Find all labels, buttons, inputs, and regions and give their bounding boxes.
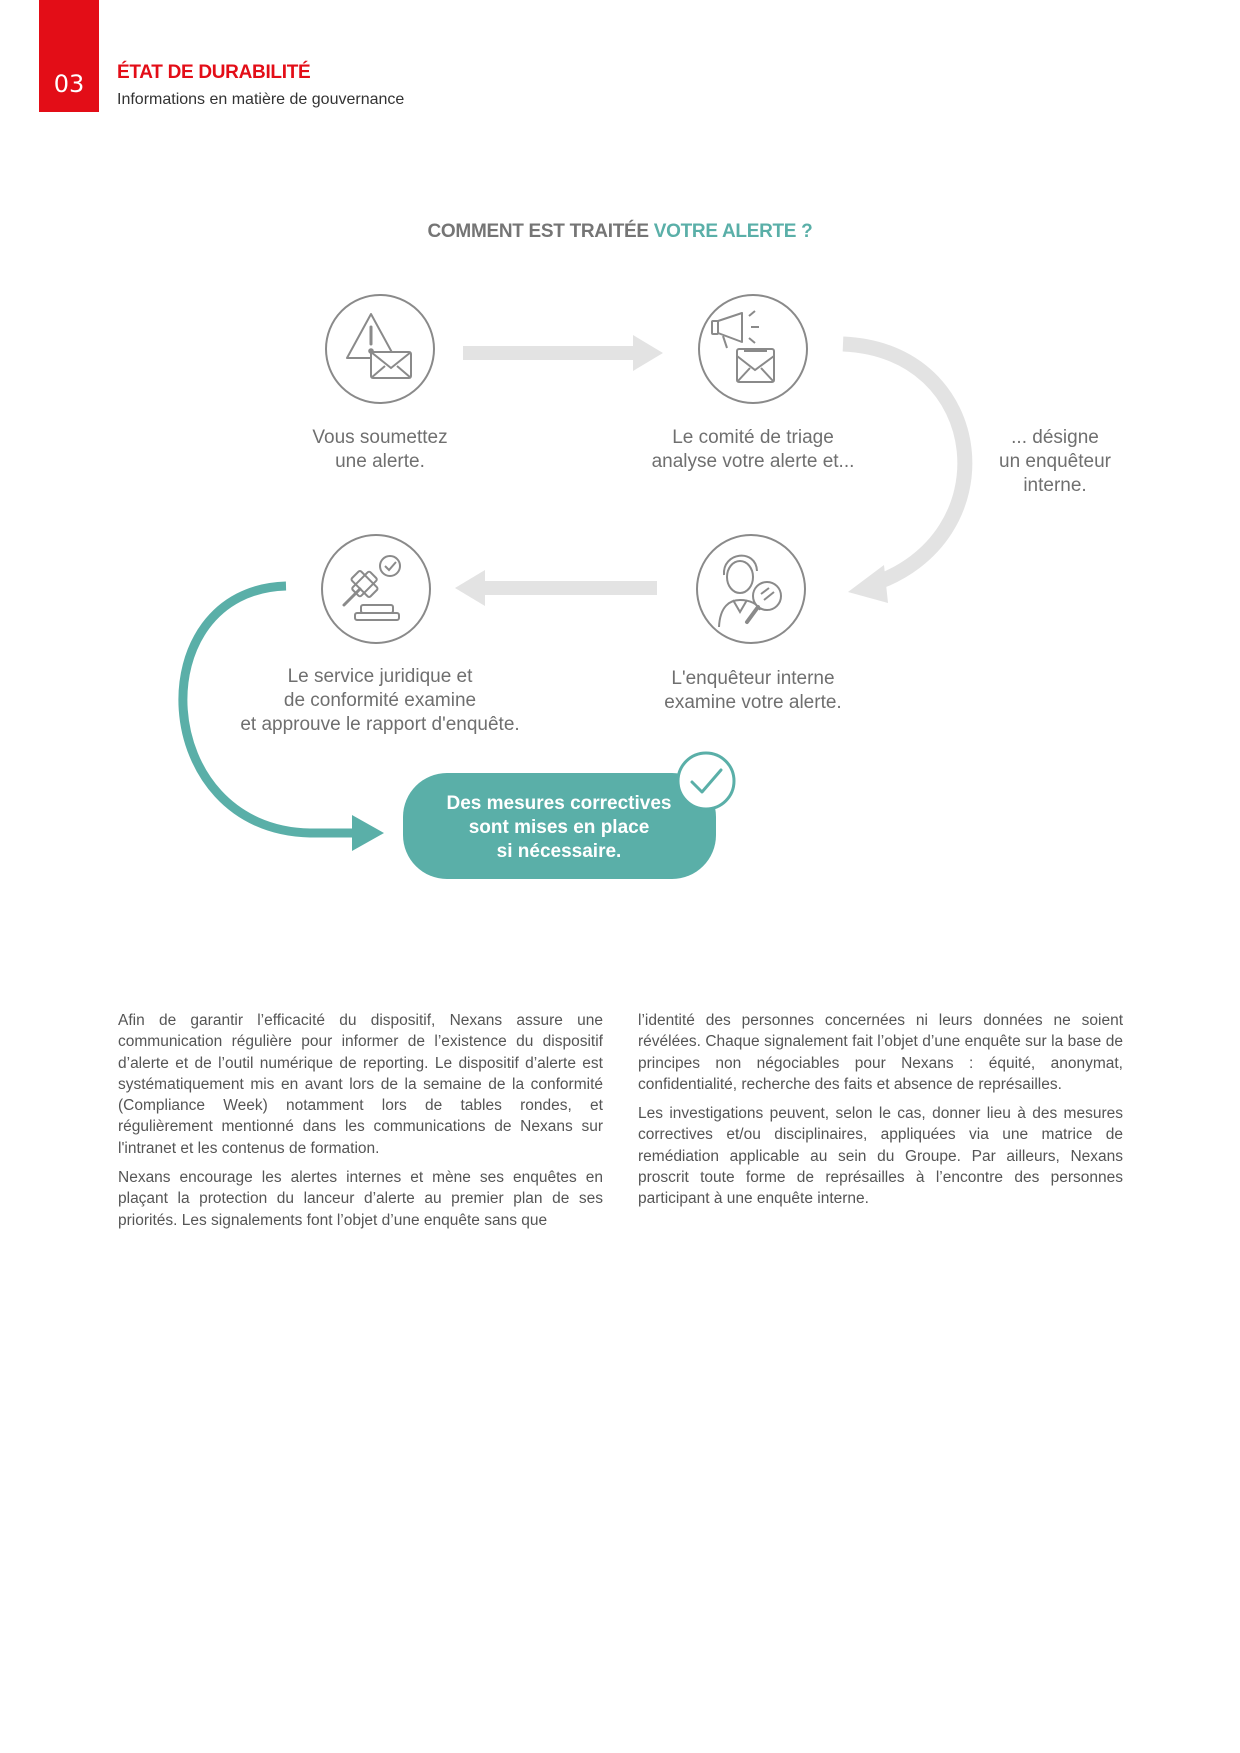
- body-column-left: [118, 1010, 603, 1239]
- section-title: ÉTAT DE DURABILITÉ: [117, 62, 311, 83]
- step-2-caption: Le comité de triage analyse votre alerte et...: [651, 427, 855, 472]
- flow-title-plain: COMMENT EST TRAITÉE: [427, 221, 654, 242]
- investigator-magnifier-icon: [697, 535, 805, 643]
- section-subtitle: Informations en matière de gouvernance: [117, 91, 405, 108]
- arrow-step1-to-step2: [463, 335, 663, 371]
- paragraph: Les investigations peuvent, selon le cas, donner lieu à des mesures correctives et/ou disciplinaires, appliquées via une matrice de remédiation applicable au sein du Groupe. Par ailleurs, Nexans proscrit toute forme de représailles à l’encontre des personnes participant à une enquête interne.: [638, 1105, 1123, 1208]
- paragraph: l’identité des personnes concernées ni leurs données ne soient révélées. Chaque signalement fait l’objet d’une enquête sur la base de principes non négociables pour Nexans : équité, anonymat, confidentialité, recherche des faits et absence de représailles.: [638, 1012, 1123, 1093]
- paragraph: Afin de garantir l’efficacité du dispositif, Nexans assure une communication régulière pour informer de l’existence du dispositif d’alerte et de l’outil numérique de reporting. Le dispositif d’alerte est systématiquement mis en avant lors de la semaine de la conformité (Compliance Week) notamment lors de tables rondes, et régulièrement mentionné dans les communications de Nexans sur l'intranet et les contenus de formation.: [118, 1012, 603, 1157]
- step-1-caption: Vous soumettez une alerte.: [312, 427, 448, 472]
- arrow-step4-to-step5: [455, 570, 657, 606]
- megaphone-mail-icon: [699, 295, 807, 403]
- step-5-caption: Le service juridique et de conformité examine et approuve le rapport d'enquête.: [240, 666, 520, 735]
- warning-mail-icon: [326, 295, 434, 403]
- flow-title-accent: VOTRE ALERTE ?: [653, 221, 813, 242]
- step-4-caption: L'enquêteur interne examine votre alerte.: [664, 668, 842, 713]
- step-3-caption: ... désigne un enquêteur interne.: [999, 427, 1111, 496]
- page-number-badge: 03: [39, 0, 99, 112]
- outcome-text: Des mesures correctives sont mises en place si nécessaire.: [446, 793, 672, 862]
- paragraph: Nexans encourage les alertes internes et mène ses enquêtes en plaçant la protection du lanceur d’alerte au premier plan de ses priorités. Les signalements font l’objet d’une enquête sans que: [118, 1169, 603, 1229]
- gavel-check-icon: [322, 535, 430, 643]
- body-column-right: [638, 1010, 1123, 1218]
